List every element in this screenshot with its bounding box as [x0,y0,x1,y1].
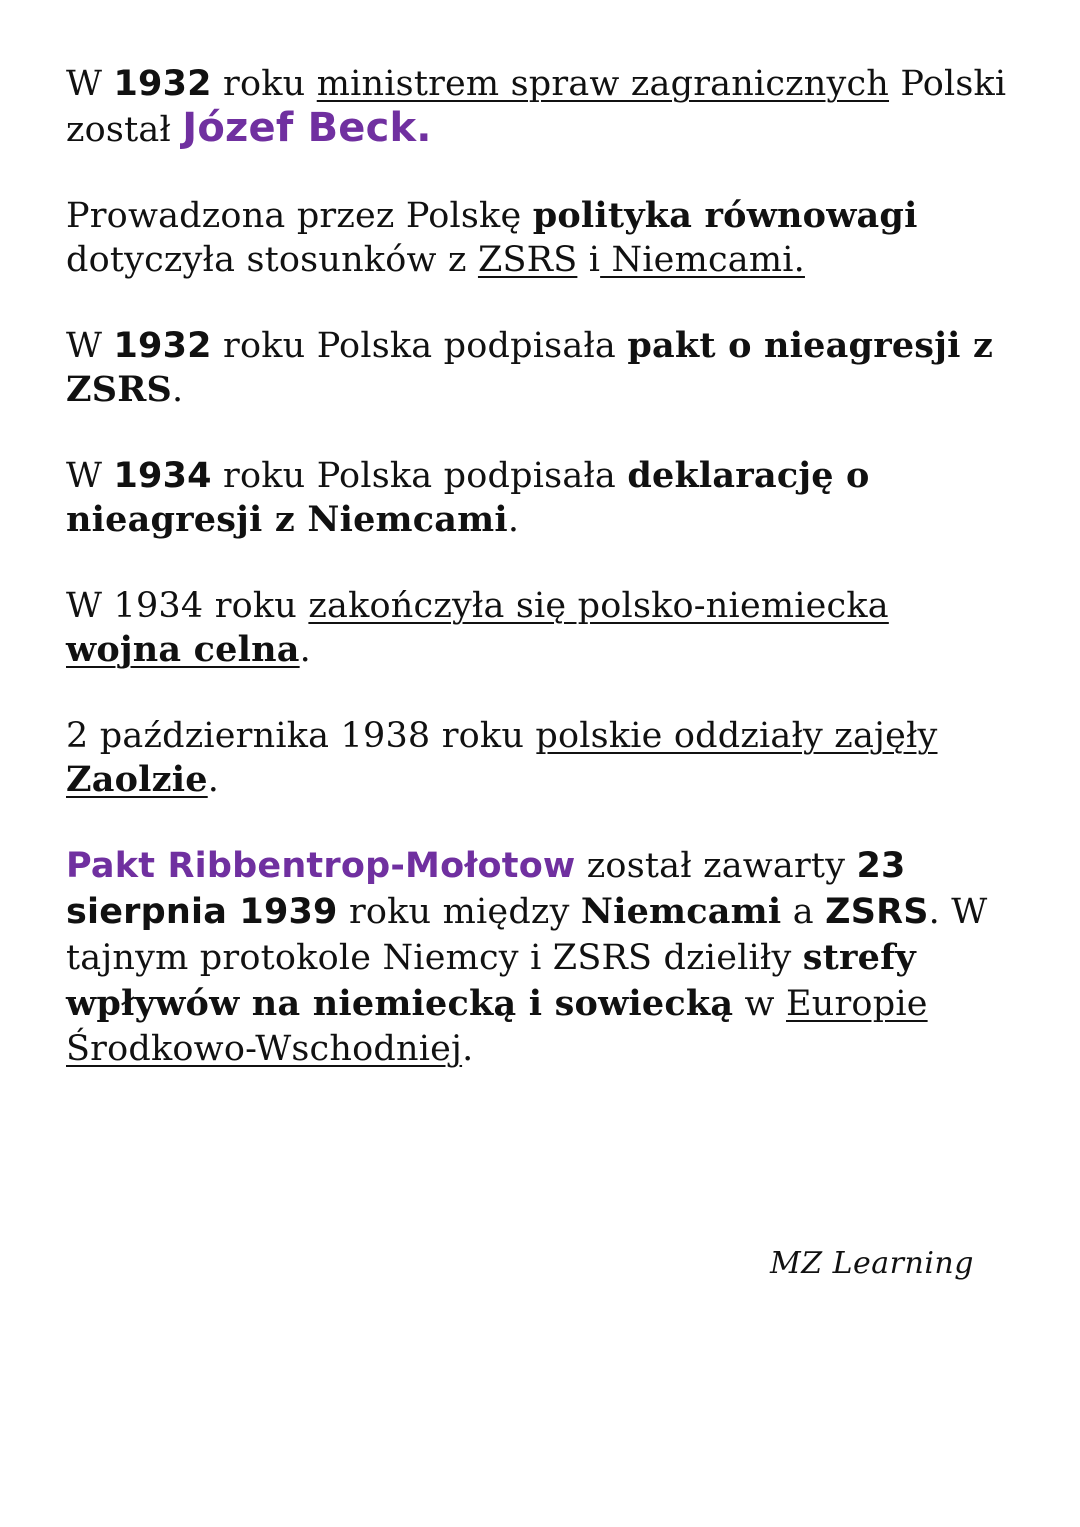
bold-underlined-phrase: wojna celna [66,629,300,670]
bold-phrase: Niemcami [580,891,782,932]
paragraph-ribbentrop-molotov: Pakt Ribbentrop-Mołotow został zawarty 23 sierpnia 1939 roku między Niemcami a ZSRS. W tajnym protokole Niemcy i ZSRS dzieliły strefy wpływów na niemiecką i sowiecką w Europie Środkowo-Wschodniej. [66,846,988,1069]
bold-phrase: deklarację o nieagresji z Niemcami [66,455,870,540]
bold-phrase: polityka równowagi [532,195,918,236]
underlined-phrase: polskie oddziały zajęły [535,716,938,756]
highlight-title-pact: Pakt Ribbentrop-Mołotow [66,846,576,886]
underlined-phrase: ZSRS [477,240,578,280]
underlined-phrase: zakończyła się polsko-niemiecka [308,586,889,626]
author-signature: MZ Learning [770,1246,974,1281]
bold-phrase: 23 sierpnia 1939 [66,846,906,932]
underlined-phrase: ministrem spraw zagranicznych [316,64,890,104]
year-1934: 1934 [113,456,212,496]
paragraph-pact-ussr: W 1932 roku Polska podpisała pakt o nieagresji z ZSRS. [66,325,994,410]
paragraph-balance-policy: Prowadzona przez Polskę polityka równowagi dotyczyła stosunków z ZSRS i Niemcami. [66,195,918,280]
paragraph-customs-war: W 1934 roku zakończyła się polsko-niemiecka wojna celna. [66,586,889,670]
bold-phrase: pakt o nieagresji z ZSRS [66,325,994,410]
underlined-phrase: Europie Środkowo-Wschodniej [66,984,928,1069]
paragraph-zaolzie: 2 października 1938 roku polskie oddziały zajęły Zaolzie. [66,716,938,800]
year-1932: 1932 [113,64,212,104]
highlight-name-jozef-beck: Józef Beck. [182,105,432,151]
bold-phrase: ZSRS [825,892,929,932]
bold-underlined-phrase: Zaolzie [66,759,208,800]
paragraph-jozef-beck: W 1932 roku ministrem spraw zagranicznych Polski został Józef Beck. [66,64,1007,151]
year-1932: 1932 [113,326,212,366]
underlined-phrase: Niemcami. [600,240,805,280]
paragraph-declaration-germany: W 1934 roku Polska podpisała deklarację o nieagresji z Niemcami. [66,455,870,540]
bold-phrase: strefy wpływów na niemiecką i sowiecką [66,937,916,1024]
